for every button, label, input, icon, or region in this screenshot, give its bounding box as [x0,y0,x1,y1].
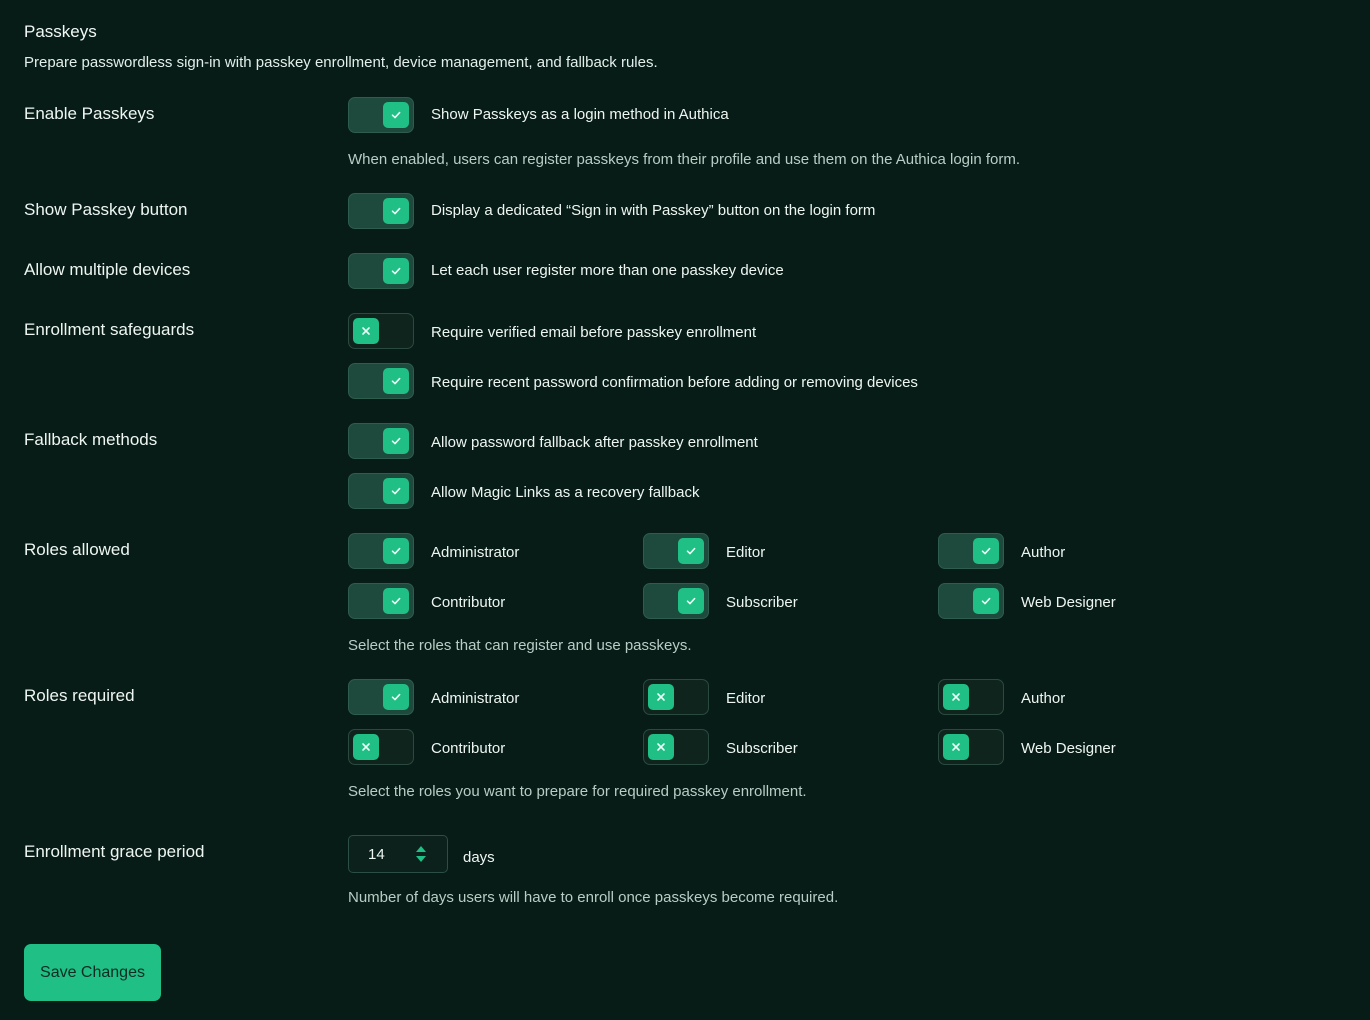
roles-required-contributor-toggle[interactable] [348,729,414,765]
roles-required-web-designer-toggle[interactable] [938,729,1004,765]
toggle-knob-check-icon [383,368,409,394]
roles-allowed-contributor-label: Contributor [431,594,506,611]
section-description: Prepare passwordless sign-in with passkey enrollment, device management, and fallback rules. [24,54,658,71]
show-passkey-button-toggle-label: Display a dedicated “Sign in with Passkey” button on the login form [431,202,876,219]
toggle-knob-check-icon [383,102,409,128]
password-fallback-toggle[interactable] [348,423,414,459]
allow-multiple-devices-toggle[interactable] [348,253,414,289]
stepper-arrows-icon[interactable] [414,843,428,865]
roles-allowed-web-designer-label: Web Designer [1021,594,1116,611]
roles-required-contributor-label: Contributor [431,740,506,757]
allow-multiple-devices-toggle-label: Let each user register more than one passkey device [431,262,784,279]
toggle-knob-check-icon [973,588,999,614]
roles-allowed-administrator-toggle[interactable] [348,533,414,569]
grace-period-input[interactable] [348,835,448,873]
enable-passkeys-toggle[interactable] [348,97,414,133]
enable-passkeys-toggle-label: Show Passkeys as a login method in Authica [431,106,729,123]
toggle-knob-check-icon [383,258,409,284]
enable-passkeys-label: Enable Passkeys [24,104,155,123]
save-changes-button[interactable]: Save Changes [24,944,161,1001]
roles-allowed-help: Select the roles that can register and use passkeys. [348,637,692,654]
roles-required-help: Select the roles you want to prepare for required passkey enrollment. [348,783,807,800]
toggle-knob-check-icon [383,684,409,710]
show-passkey-button-label: Show Passkey button [24,200,188,219]
roles-allowed-editor-toggle[interactable] [643,533,709,569]
toggle-knob-check-icon [973,538,999,564]
grace-period-label: Enrollment grace period [24,842,205,861]
roles-allowed-contributor-toggle[interactable] [348,583,414,619]
fallback-methods-label: Fallback methods [24,430,158,449]
roles-required-editor-label: Editor [726,690,766,707]
toggle-knob-x-icon [943,734,969,760]
toggle-knob-x-icon [648,734,674,760]
roles-required-subscriber-toggle[interactable] [643,729,709,765]
password-fallback-toggle-label: Allow password fallback after passkey enrollment [431,434,758,451]
roles-allowed-subscriber-toggle[interactable] [643,583,709,619]
password-confirmation-toggle[interactable] [348,363,414,399]
roles-required-web-designer-label: Web Designer [1021,740,1116,757]
grace-period-help: Number of days users will have to enroll once passkeys become required. [348,889,839,906]
roles-required-author-toggle[interactable] [938,679,1004,715]
toggle-knob-check-icon [383,588,409,614]
roles-required-author-label: Author [1021,690,1066,707]
grace-period-value[interactable]: 14 [368,846,385,863]
roles-required-administrator-label: Administrator [431,690,520,707]
toggle-knob-check-icon [678,588,704,614]
roles-required-administrator-toggle[interactable] [348,679,414,715]
enrollment-safeguards-label: Enrollment safeguards [24,320,195,339]
password-confirmation-toggle-label: Require recent password confirmation before adding or removing devices [431,374,918,391]
allow-multiple-devices-label: Allow multiple devices [24,260,191,279]
verified-email-toggle-label: Require verified email before passkey enrollment [431,324,757,341]
roles-required-subscriber-label: Subscriber [726,740,798,757]
enable-passkeys-help: When enabled, users can register passkeys from their profile and use them on the Authica login form. [348,151,1021,168]
grace-period-unit: days [463,849,495,866]
roles-required-label: Roles required [24,686,135,705]
magic-links-fallback-toggle[interactable] [348,473,414,509]
roles-allowed-administrator-label: Administrator [431,544,520,561]
roles-allowed-subscriber-label: Subscriber [726,594,798,611]
toggle-knob-check-icon [383,198,409,224]
toggle-knob-check-icon [383,428,409,454]
toggle-knob-x-icon [353,734,379,760]
magic-links-fallback-toggle-label: Allow Magic Links as a recovery fallback [431,484,700,501]
roles-allowed-author-label: Author [1021,544,1066,561]
toggle-knob-x-icon [353,318,379,344]
roles-allowed-editor-label: Editor [726,544,766,561]
roles-allowed-web-designer-toggle[interactable] [938,583,1004,619]
toggle-knob-check-icon [383,478,409,504]
show-passkey-button-toggle[interactable] [348,193,414,229]
verified-email-toggle[interactable] [348,313,414,349]
toggle-knob-x-icon [943,684,969,710]
roles-required-editor-toggle[interactable] [643,679,709,715]
roles-allowed-label: Roles allowed [24,540,130,559]
section-title: Passkeys [24,22,97,41]
toggle-knob-check-icon [678,538,704,564]
roles-allowed-author-toggle[interactable] [938,533,1004,569]
toggle-knob-x-icon [648,684,674,710]
toggle-knob-check-icon [383,538,409,564]
